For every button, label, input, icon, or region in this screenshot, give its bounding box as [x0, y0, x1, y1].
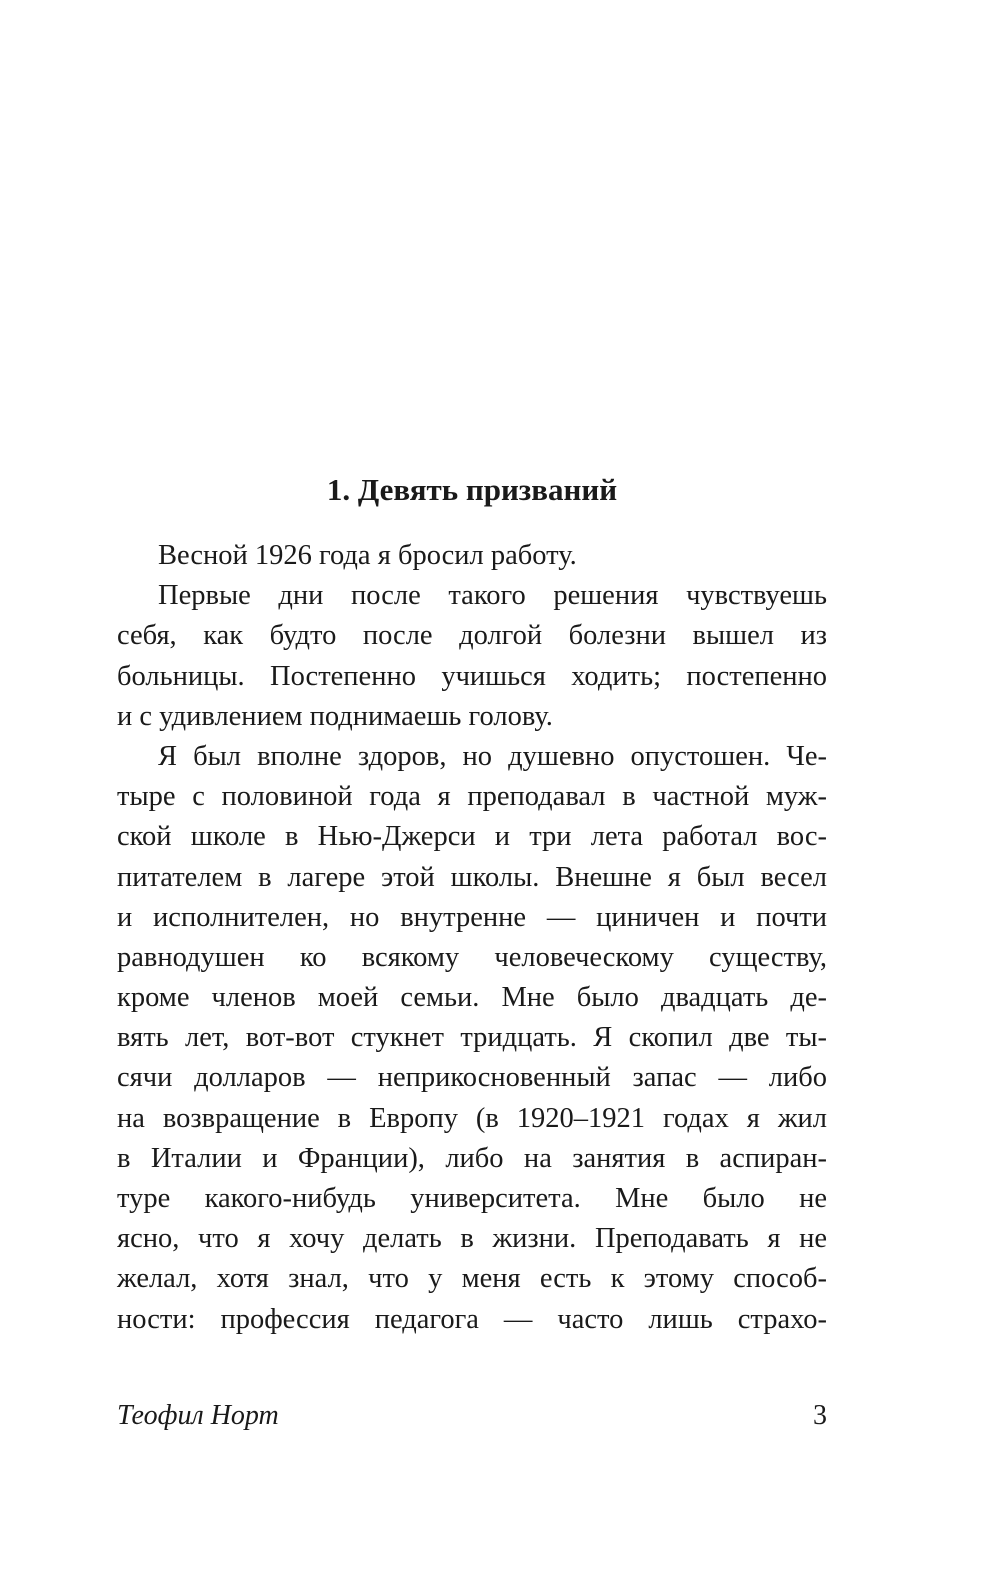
- text-line: и исполнителен, но внутренне — циничен и почти: [117, 901, 827, 933]
- text-line: ской школе в Нью-Джерси и три лета работал вос-: [117, 821, 827, 853]
- text-line: питателем в лагере этой школы. Внешне я был весел: [117, 861, 827, 893]
- page-number: 3: [813, 1400, 827, 1431]
- text-line: туре какого-нибудь университета. Мне было не: [117, 1183, 827, 1214]
- text-line: Я был вполне здоров, но душевно опустошен. Че-: [158, 740, 827, 772]
- chapter-title: 1. Девять призваний: [326, 472, 618, 507]
- text-line: на возвращение в Европу (в 1920–1921 годах я жил: [117, 1102, 827, 1134]
- text-line: себя, как будто после долгой болезни вышел из: [117, 620, 827, 652]
- text-line: ясно, что я хочу делать в жизни. Преподавать я не: [117, 1223, 827, 1255]
- running-footer-author: Теофил Норт: [117, 1400, 279, 1431]
- text-line: кроме членов моей семьи. Мне было двадцать де-: [117, 982, 827, 1014]
- text-line: в Италии и Франции), либо на занятия в аспиран-: [117, 1142, 827, 1174]
- text-line: Весной 1926 года я бросил работу.: [158, 540, 577, 571]
- text-line: равнодушен ко всякому человеческому существу,: [117, 941, 827, 973]
- text-line: ности: профессия педагога — часто лишь страхо-: [117, 1303, 827, 1335]
- text-line: и с удивлением поднимаешь голову.: [117, 700, 553, 732]
- text-line: Первые дни после такого решения чувствуешь: [158, 580, 827, 612]
- text-line: тыре с половиной года я преподавал в частной муж-: [117, 781, 827, 813]
- chapter-body: [117, 536, 827, 1340]
- text-line: сячи долларов — неприкосновенный запас — либо: [117, 1062, 827, 1094]
- text-line: вять лет, вот-вот стукнет тридцать. Я скопил две ты-: [117, 1022, 827, 1054]
- text-line: желал, хотя знал, что у меня есть к этому способ-: [117, 1263, 827, 1295]
- text-line: больницы. Постепенно учишься ходить; постепенно: [117, 660, 827, 692]
